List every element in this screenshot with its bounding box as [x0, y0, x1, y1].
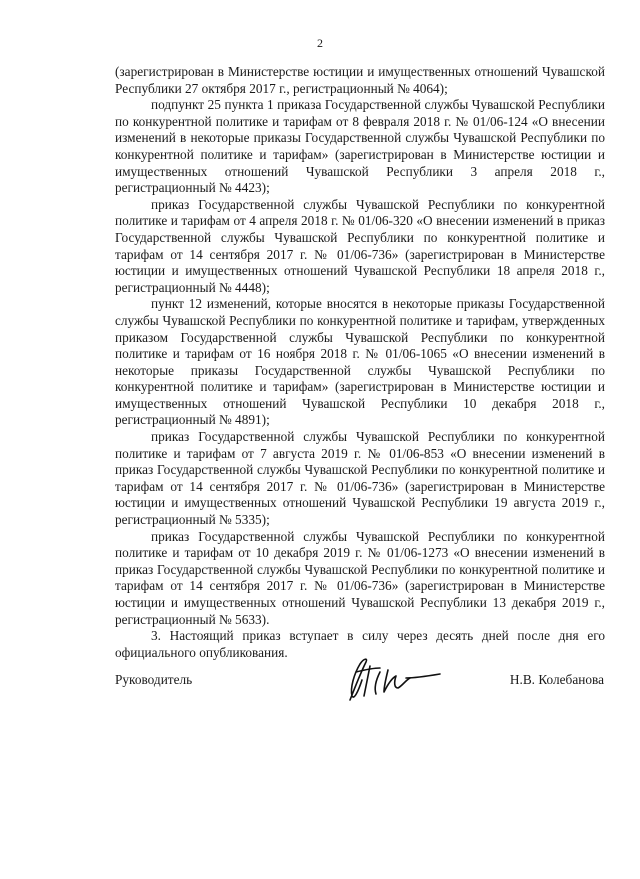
- paragraph-5: приказ Государственной службы Чувашской Республики по конкурентной политике и тарифам от 7 августа 2019 г. № 01/06-853 «О внесении изменений в приказ Государственной службы Чувашской Республики по конкурентной политике и тарифам от 14 сентября 2017 г. № 01/06-736» (зарегистрирован в Министерстве юстиции и имущественных отношений Чувашской Республики 19 августа 2019 г., регистрационный № 5335);: [115, 429, 605, 528]
- page-number: 2: [317, 36, 323, 50]
- paragraph-2: подпункт 25 пункта 1 приказа Государственной службы Чувашской Республики по конкурентной политике и тарифам от 8 февраля 2018 г. № 01/06-124 «О внесении изменений в некоторые приказы Государственной службы Чувашской Республики по конкурентной политике и тарифам» (зарегистрирован в Министерстве юстиции и имущественных отношений Чувашской Республики 3 апреля 2018 г., регистрационный № 4423);: [115, 97, 605, 196]
- document-body: [115, 64, 605, 661]
- paragraph-6: приказ Государственной службы Чувашской Республики по конкурентной политике и тарифам от 10 декабря 2019 г. № 01/06-1273 «О внесении изменений в приказ Государственной службы Чувашской Республики по конкурентной политике и тарифам от 14 сентября 2017 г. № 01/06-736» (зарегистрирован в Министерстве юстиции и имущественных отношений Чувашской Республики 13 декабря 2019 г., регистрационный № 5633).: [115, 528, 605, 627]
- handwritten-signature: [336, 650, 446, 708]
- paragraph-4: пункт 12 изменений, которые вносятся в некоторые приказы Государственной службы Чувашской Республики по конкурентной политике и тарифам, утвержденных приказом Государственной службы Чувашской Республики по конкурентной политике и тарифам от 16 ноября 2018 г. № 01/06-1065 «О внесении изменений в некоторые приказы Государственной службы Чувашской Республики по конкурентной политике и тарифам» (зарегистрирован в Министерстве юстиции и имущественных отношений Чувашской Республики 10 декабря 2018 г., регистрационный № 4891);: [115, 296, 605, 428]
- signatory-title: Руководитель: [115, 672, 193, 687]
- paragraph-7: 3. Настоящий приказ вступает в силу через десять дней после дня его официального опубликования.: [115, 628, 605, 660]
- paragraph-1: (зарегистрирован в Министерстве юстиции и имущественных отношений Чувашской Республики 27 октября 2017 г., регистрационный № 4064);: [115, 64, 605, 96]
- signatory-name: Н.В. Колебанова: [509, 672, 604, 687]
- paragraph-3: приказ Государственной службы Чувашской Республики по конкурентной политике и тарифам от 4 апреля 2018 г. № 01/06-320 «О внесении изменений в приказ Государственной службы Чувашской Республики по конкурентной политике и тарифам от 14 сентября 2017 г. № 01/06-736» (зарегистрирован в Министерстве юстиции и имущественных отношений Чувашской Республики 18 апреля 2018 г., регистрационный № 4448);: [115, 196, 605, 295]
